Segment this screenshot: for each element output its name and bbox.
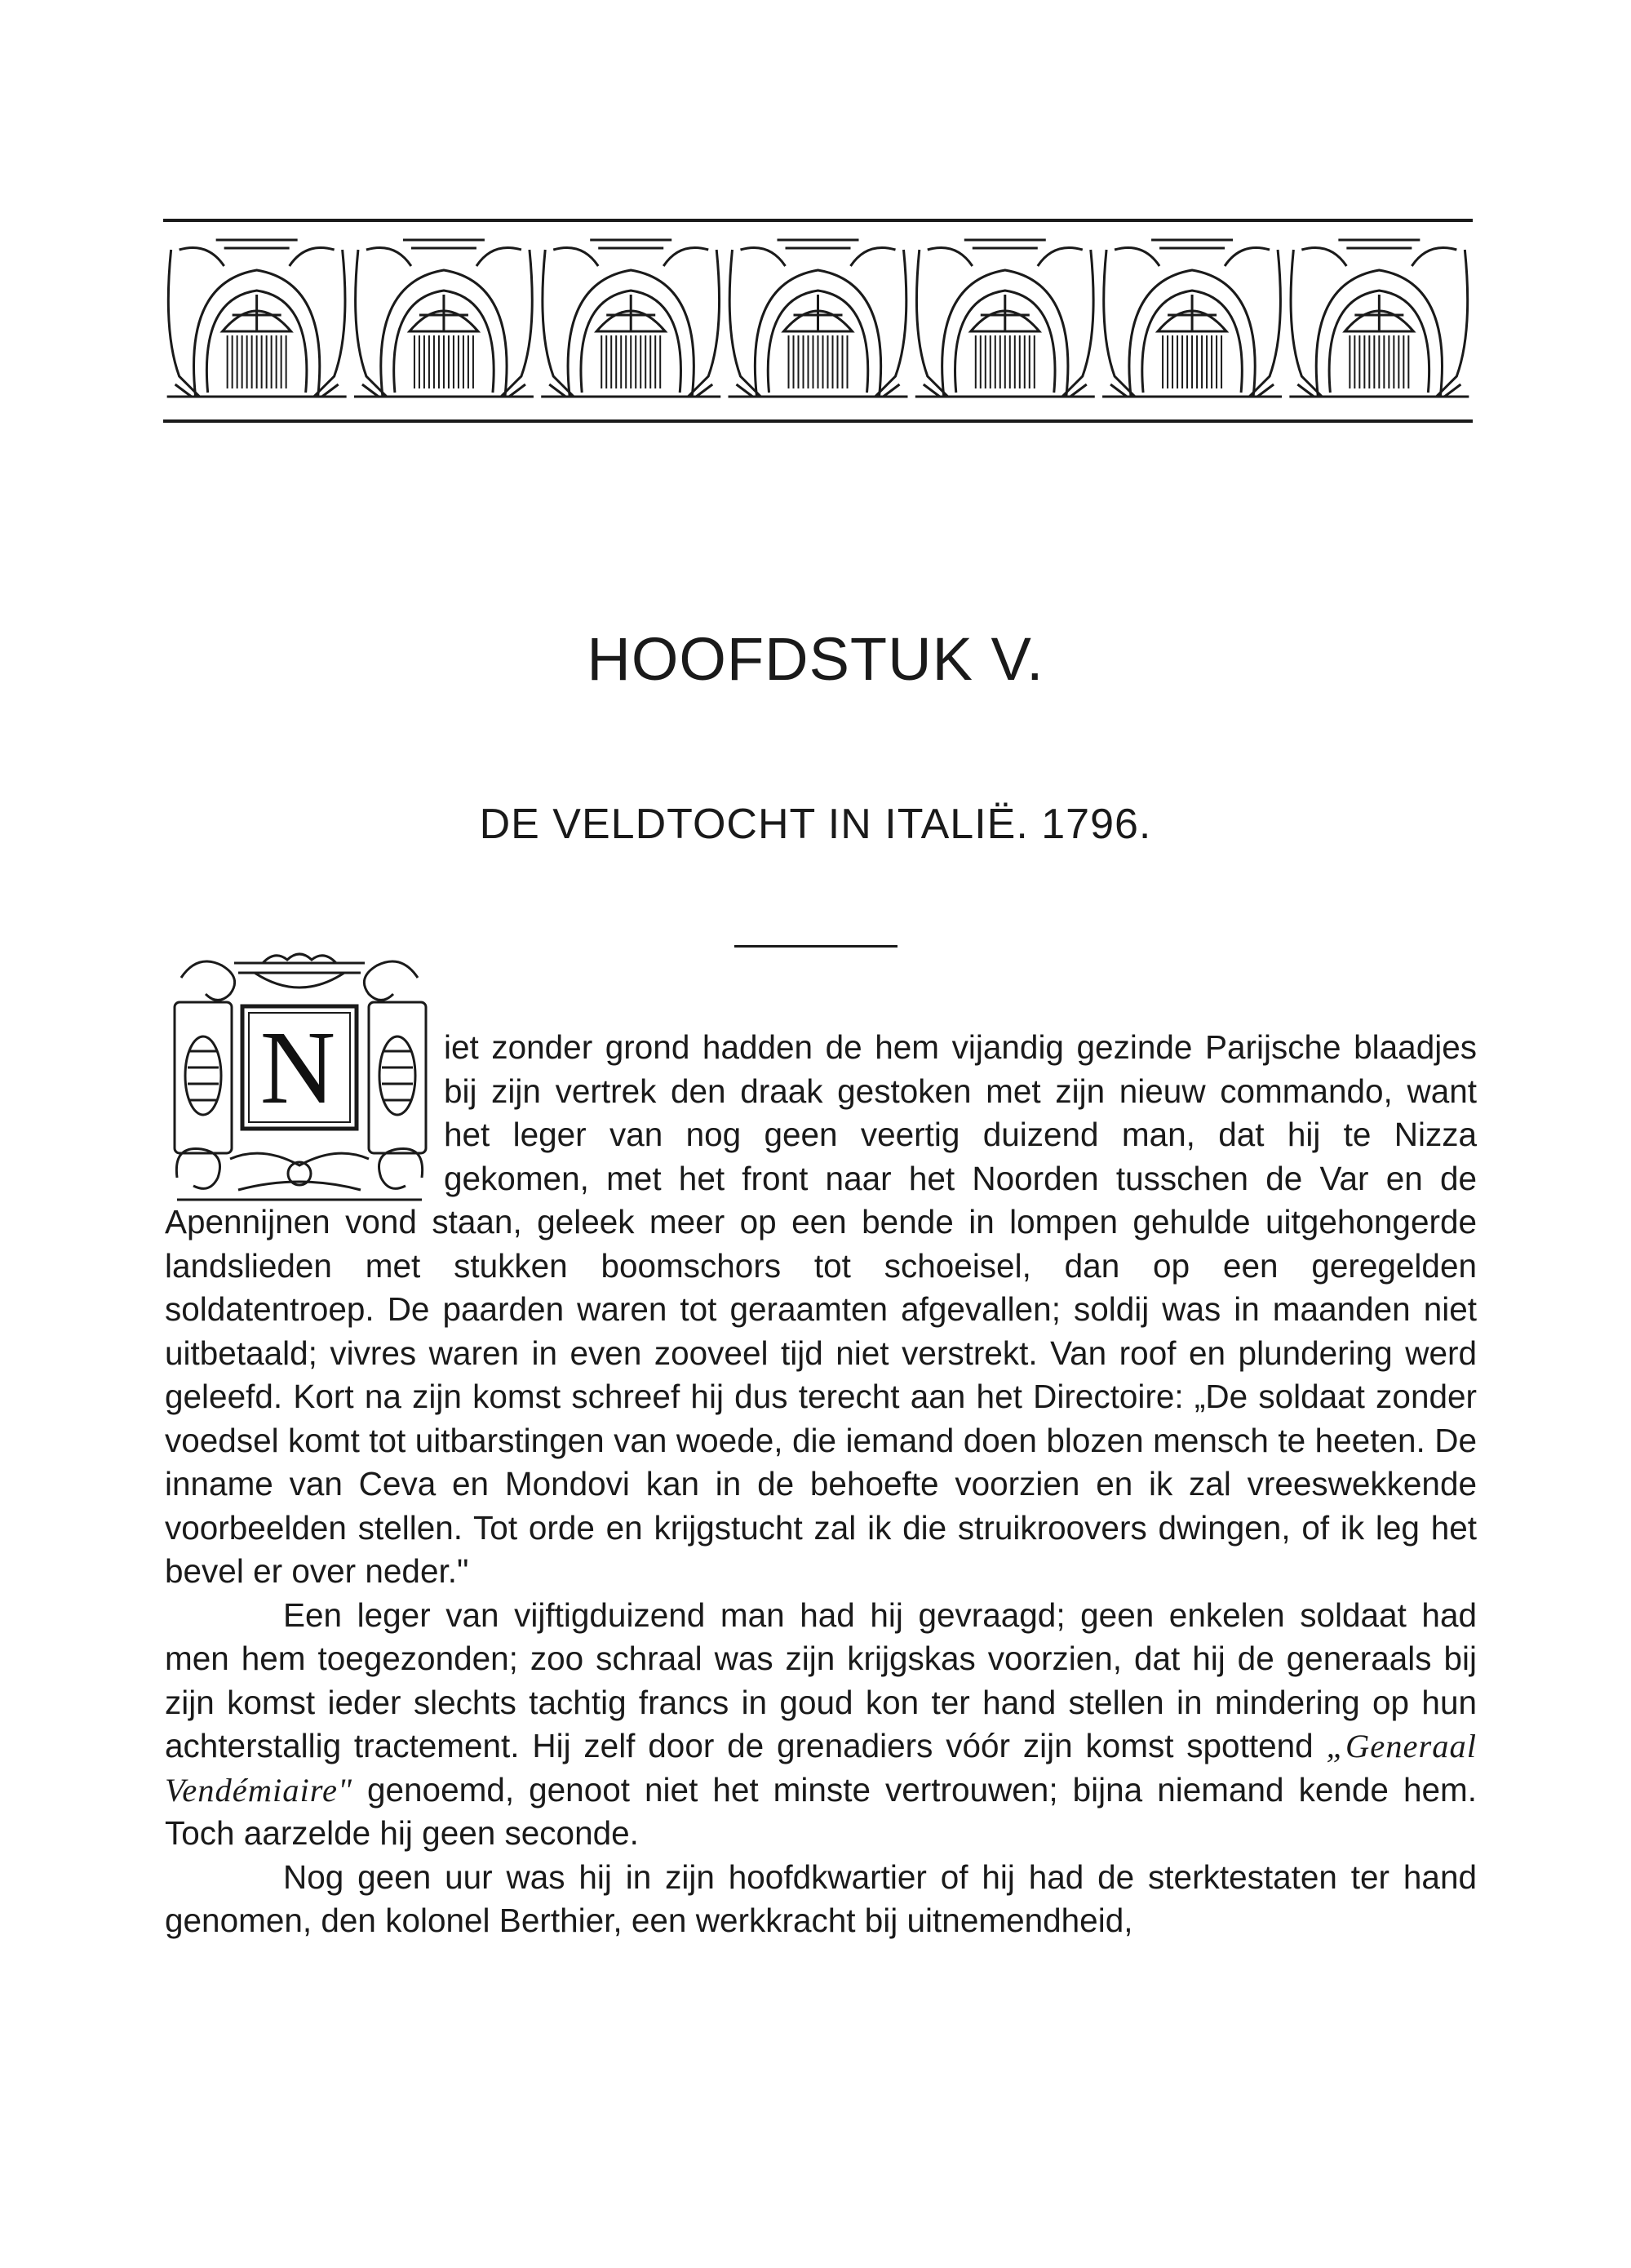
ornament-motif [354, 240, 534, 397]
body-text [165, 1026, 1477, 1943]
ornament-motif [541, 240, 720, 397]
ornament-motif [729, 240, 908, 397]
separator-rule [734, 945, 897, 948]
header-ornament-band [163, 219, 1473, 424]
ornament-motif [915, 240, 1095, 397]
ornament-row [163, 233, 1473, 413]
paragraph-1 [165, 1026, 1477, 1594]
paragraph-1-text: iet zonder grond hadden de hem vijandig gezinde Parijsche blaadjes bij zijn vertrek den draak gestoken met zijn nieuw commando, want het leger van nog geen veertig duizend man, dat hij te Nizza gekomen, met het front naar het Noorden tusschen de Var en de Apennijnen vond staan, geleek meer op een bende in lompen gehulde uitgehongerde landslieden met stukken boomschors tot schoeisel, dan op een geregelden soldatentroep. De paarden waren tot geraamten afgevallen; soldij was in maanden niet uitbetaald; vivres waren in even zooveel tijd niet verstrekt. Van roof en plundering werd geleefd. Kort na zijn komst schreef hij dus terecht aan het Directoire: „De soldaat zonder voedsel komt tot uitbarstingen van woede, die iemand doen blozen mensch te heeten. De inname van Ceva en Mondovi kan in de behoefte voorzien en ik zal vreeswekkende voorbeelden stellen. Tot orde en krijgstucht zal ik die struikroovers dwingen, of ik leg het bevel er over neder." [165, 1028, 1477, 1590]
drop-cap-letter: N [259, 1010, 336, 1125]
paragraph-2-after: genoemd, genoot niet het minste vertrouwen; bijna niemand kende hem. Toch aarzelde hij geen seconde. [165, 1770, 1477, 1852]
band-bottom-rule [163, 419, 1473, 423]
paragraph-3 [165, 1856, 1477, 1943]
drop-cap-space [165, 1026, 444, 1197]
paragraph-2 [165, 1594, 1477, 1856]
ornament-motif [167, 240, 347, 397]
ornament-motif [1102, 240, 1282, 397]
paragraph-3-text: Nog geen uur was hij in zijn hoofdkwartier of hij had de sterktestaten ter hand genomen, den kolonel Berthier, een werkkracht bij uitnemendheid, [165, 1857, 1477, 1939]
chapter-title: HOOFDSTUK V. [587, 625, 1044, 693]
chapter-subtitle: DE VELDTOCHT IN ITALIË. 1796. [479, 801, 1152, 848]
paragraph-2-quote: „Generaal Vendémiaire" [165, 1728, 1477, 1809]
ornament-motif [1289, 240, 1469, 397]
paragraph-2-before: Een leger van vijftigduizend man had hij gevraagd; geen enkelen soldaat had men hem toegezonden; zoo schraal was zijn krijgskas voorzien, dat hij de generaals bij zijn komst ieder slechts tachtig francs in goud kon ter hand stellen in mindering op hun achterstallig tractement. Hij zelf door de grenadiers vóór zijn komst spottend [165, 1596, 1477, 1764]
band-top-rule [163, 219, 1473, 222]
